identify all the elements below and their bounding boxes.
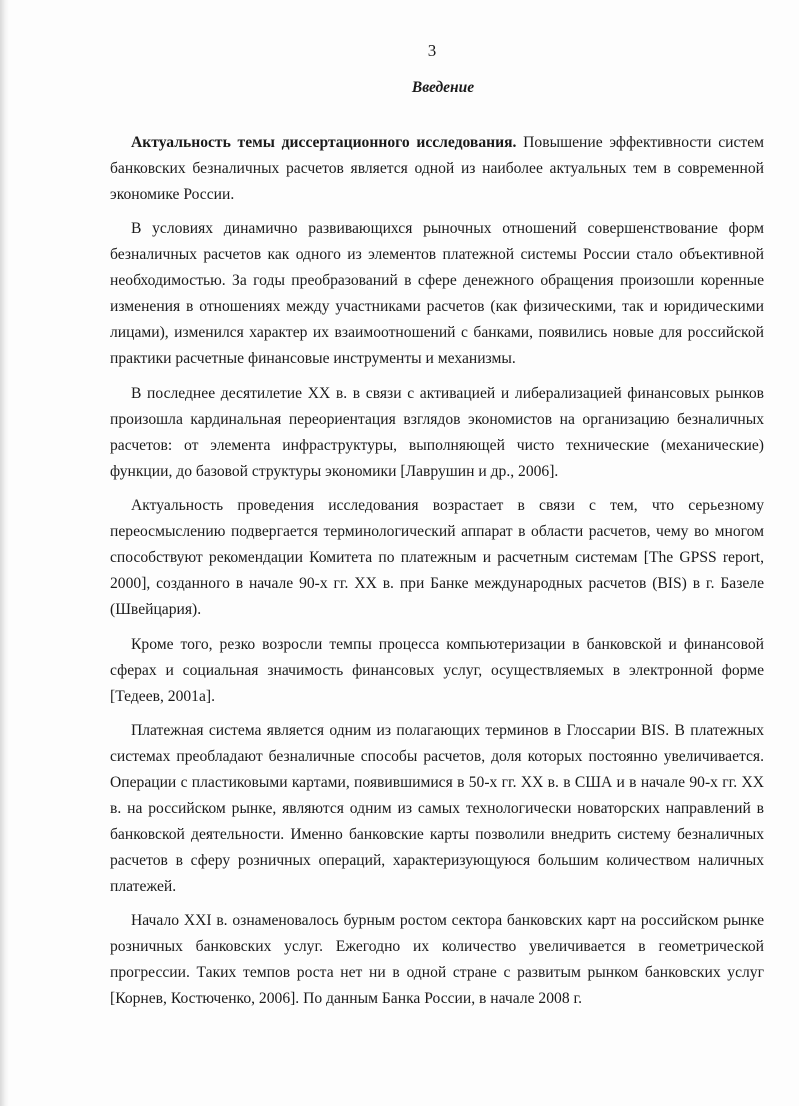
paragraph-4: Актуальность проведения исследования возрастает в связи с тем, что серьезному переосмыслению подвергается терминологический аппарат в области расчетов, чему во многом способствуют рекомендации Комитета по платежным и расчетным системам [The GPSS report, 2000], созданного в начале 90-х гг. XX в. при Банке международных расчетов (BIS) в г. Базеле (Швейцария). <box>110 497 764 619</box>
paragraph-1 <box>110 130 764 208</box>
paragraph-7: Начало XXI в. ознаменовалось бурным ростом сектора банковских карт на российском рынке розничных банковских услуг. Ежегодно их количество увеличивается в геометрической прогрессии. Таких темпов роста нет ни в одной стране с развитым рынком банковских услуг [Корнев, Костюченко, 2006]. По данным Банка России, в начале 2008 г. <box>110 912 764 1008</box>
paragraph-1-text: Повышение эффективности систем банковских безналичных расчетов является одной из наиболее актуальных тем в современной экономике России. <box>110 134 764 203</box>
paragraph-1-lead: Актуальность темы диссертационного исследования. <box>131 134 517 151</box>
paragraph-2: В условиях динамично развивающихся рыночных отношений совершенствование форм безналичных расчетов как одного из элементов платежной системы России стало объективной необходимостью. За годы преобразований в сфере денежного обращения произошли коренные изменения в отношениях между участниками расчетов (как физическими, так и юридическими лицами), изменился характер их взаимоотношений с банками, появились новые для российской практики расчетные финансовые инструменты и механизмы. <box>110 220 764 368</box>
body-text <box>110 130 764 1021</box>
paragraph-3: В последнее десятилетие XX в. в связи с активацией и либерализацией финансовых рынков произошла кардинальная переориентация взглядов экономистов на организацию безналичных расчетов: от элемента инфраструктуры, выполняющей чисто технические (механические) функции, до базовой структуры экономики [Лаврушин и др., 2006]. <box>110 384 764 480</box>
paragraph-6: Платежная система является одним из полагающих терминов в Глоссарии BIS. В платежных системах преобладают безналичные способы расчетов, доля которых постоянно увеличивается. Операции с пластиковыми картами, появившимися в 50-х гг. XX в. в США и в начале 90-х гг. XX в. на российском рынке, являются одним из самых технологически новаторских направлений в банковской деятельности. Именно банковские карты позволили внедрить систему безналичных расчетов в сферу розничных операций, характеризующуюся большим количеством наличных платежей. <box>110 721 764 895</box>
section-heading: Введение <box>411 79 475 96</box>
page-number: 3 <box>427 41 437 60</box>
paragraph-5: Кроме того, резко возросли темпы процесса компьютеризации в банковской и финансовой сферах и социальная значимость финансовых услуг, осуществляемых в электронной форме [Тедеев, 2001а]. <box>110 635 764 705</box>
scan-edge <box>0 0 9 1106</box>
